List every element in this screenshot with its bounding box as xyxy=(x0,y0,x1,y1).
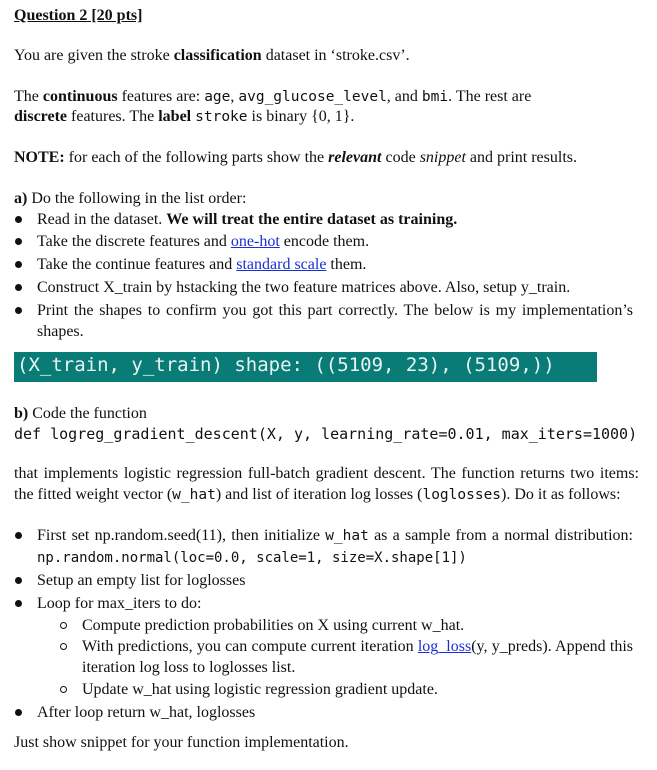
text: encode them. xyxy=(279,233,370,250)
text-bold-italic: relevant xyxy=(328,149,382,166)
part-b-heading xyxy=(14,404,639,424)
text: that implements logistic regression full-batch gradient descent. The function returns two items: the fitted weight vector ( xyxy=(14,465,639,503)
text: Print the shapes to confirm you got this part correctly. The below is my implementation’s shapes. xyxy=(37,302,633,340)
footer-instruction: Just show snippet for your function implementation. xyxy=(14,734,349,751)
list-item: After loop return w_hat, loglosses xyxy=(37,704,256,721)
text: Take the discrete features and xyxy=(37,233,231,250)
code-loglosses: loglosses xyxy=(422,487,502,503)
one-hot-link[interactable]: one-hot xyxy=(230,233,280,250)
log-loss-link[interactable]: log_loss xyxy=(417,638,472,655)
text: You are given the stroke xyxy=(14,47,174,64)
text: Construct X_train by hstacking the two feature matrices above. Also, setup y_train. xyxy=(37,279,571,296)
text: dataset in ‘stroke.csv’. xyxy=(261,47,410,64)
text: , and xyxy=(386,88,422,105)
code-w-hat: w_hat xyxy=(325,528,369,544)
text: (y, y_preds). Append this iteration log loss to loglosses list. xyxy=(82,638,634,676)
bullet-icon xyxy=(14,255,24,265)
list-item xyxy=(37,209,633,230)
part-label: a) xyxy=(14,190,28,207)
list-item xyxy=(37,277,633,298)
text-bold: discrete xyxy=(14,108,68,125)
bullet-icon xyxy=(14,301,24,311)
circle-bullet-icon xyxy=(60,637,70,647)
bullet-icon xyxy=(14,278,24,288)
text: is binary {0, 1}. xyxy=(247,108,355,125)
text: ). Do it as follows: xyxy=(501,486,621,503)
function-description xyxy=(14,463,639,506)
intro-paragraph xyxy=(14,46,639,66)
list-item xyxy=(37,231,633,252)
sub-list-item: Compute prediction probabilities on X using current w_hat. xyxy=(82,617,465,634)
text-bold: continuous xyxy=(42,88,118,105)
sub-list-item: Update w_hat using logistic regression gradient update. xyxy=(82,681,438,698)
standard-scale-link[interactable]: standard scale xyxy=(236,256,327,273)
bullet-icon xyxy=(14,232,24,242)
text: First set np.random.seed(11), then initialize xyxy=(37,527,326,544)
text: The xyxy=(14,88,43,105)
list-item xyxy=(37,300,633,342)
text: code xyxy=(381,149,420,166)
bullet-icon xyxy=(14,571,24,581)
part-a-heading xyxy=(14,189,639,209)
code-w-hat: w_hat xyxy=(172,487,216,503)
shapes-output-banner: (X_train, y_train) shape: ((5109, 23), (5109,)) xyxy=(14,352,597,382)
list-item xyxy=(37,254,633,275)
circle-bullet-icon xyxy=(60,680,70,690)
text: as a sample from a normal distribution: xyxy=(368,527,633,544)
question-title: Question 2 [20 pts] xyxy=(14,7,143,24)
code-avg-glucose: avg_glucose_level xyxy=(238,89,387,105)
text: Do the following in the list order: xyxy=(27,190,247,207)
list-item: Setup an empty list for loglosses xyxy=(37,572,246,589)
code-stroke: stroke xyxy=(195,109,248,125)
part-label: b) xyxy=(14,405,29,422)
bullet-icon xyxy=(14,703,24,713)
bullet-icon xyxy=(14,594,24,604)
sub-list-item xyxy=(82,636,633,678)
text: them. xyxy=(326,256,367,273)
bullet-icon xyxy=(14,526,24,536)
features-paragraph xyxy=(14,87,639,127)
note-paragraph xyxy=(14,148,639,168)
text: Code the function xyxy=(28,405,147,422)
text-bold: classification xyxy=(173,47,262,64)
bullet-icon xyxy=(14,210,24,220)
list-item xyxy=(37,525,633,569)
code-age: age xyxy=(204,89,231,105)
text: Take the continue features and xyxy=(37,256,237,273)
function-signature: def logreg_gradient_descent(X, y, learning_rate=0.01, max_iters=1000) xyxy=(14,425,638,443)
text: features. The xyxy=(67,108,159,125)
note-label: NOTE: xyxy=(14,149,65,166)
text: ) and list of iteration log losses ( xyxy=(215,486,423,503)
text: With predictions, you can compute current iteration xyxy=(82,638,418,655)
text-bold: label xyxy=(158,108,192,125)
text: Read in the dataset. xyxy=(37,211,167,228)
text-bold: We will treat the entire dataset as training. xyxy=(166,211,458,228)
text: . The rest are xyxy=(448,88,532,105)
text: and print results. xyxy=(465,149,577,166)
text: features are: xyxy=(117,88,205,105)
text-italic: snippet xyxy=(419,149,466,166)
list-item: Loop for max_iters to do: xyxy=(37,595,202,612)
text: for each of the following parts show the xyxy=(64,149,329,166)
code-bmi: bmi xyxy=(421,89,449,105)
text: , xyxy=(230,88,239,105)
circle-bullet-icon xyxy=(60,616,70,626)
code-normal-init: np.random.normal(loc=0.0, scale=1, size=X.shape[1]) xyxy=(37,550,467,566)
